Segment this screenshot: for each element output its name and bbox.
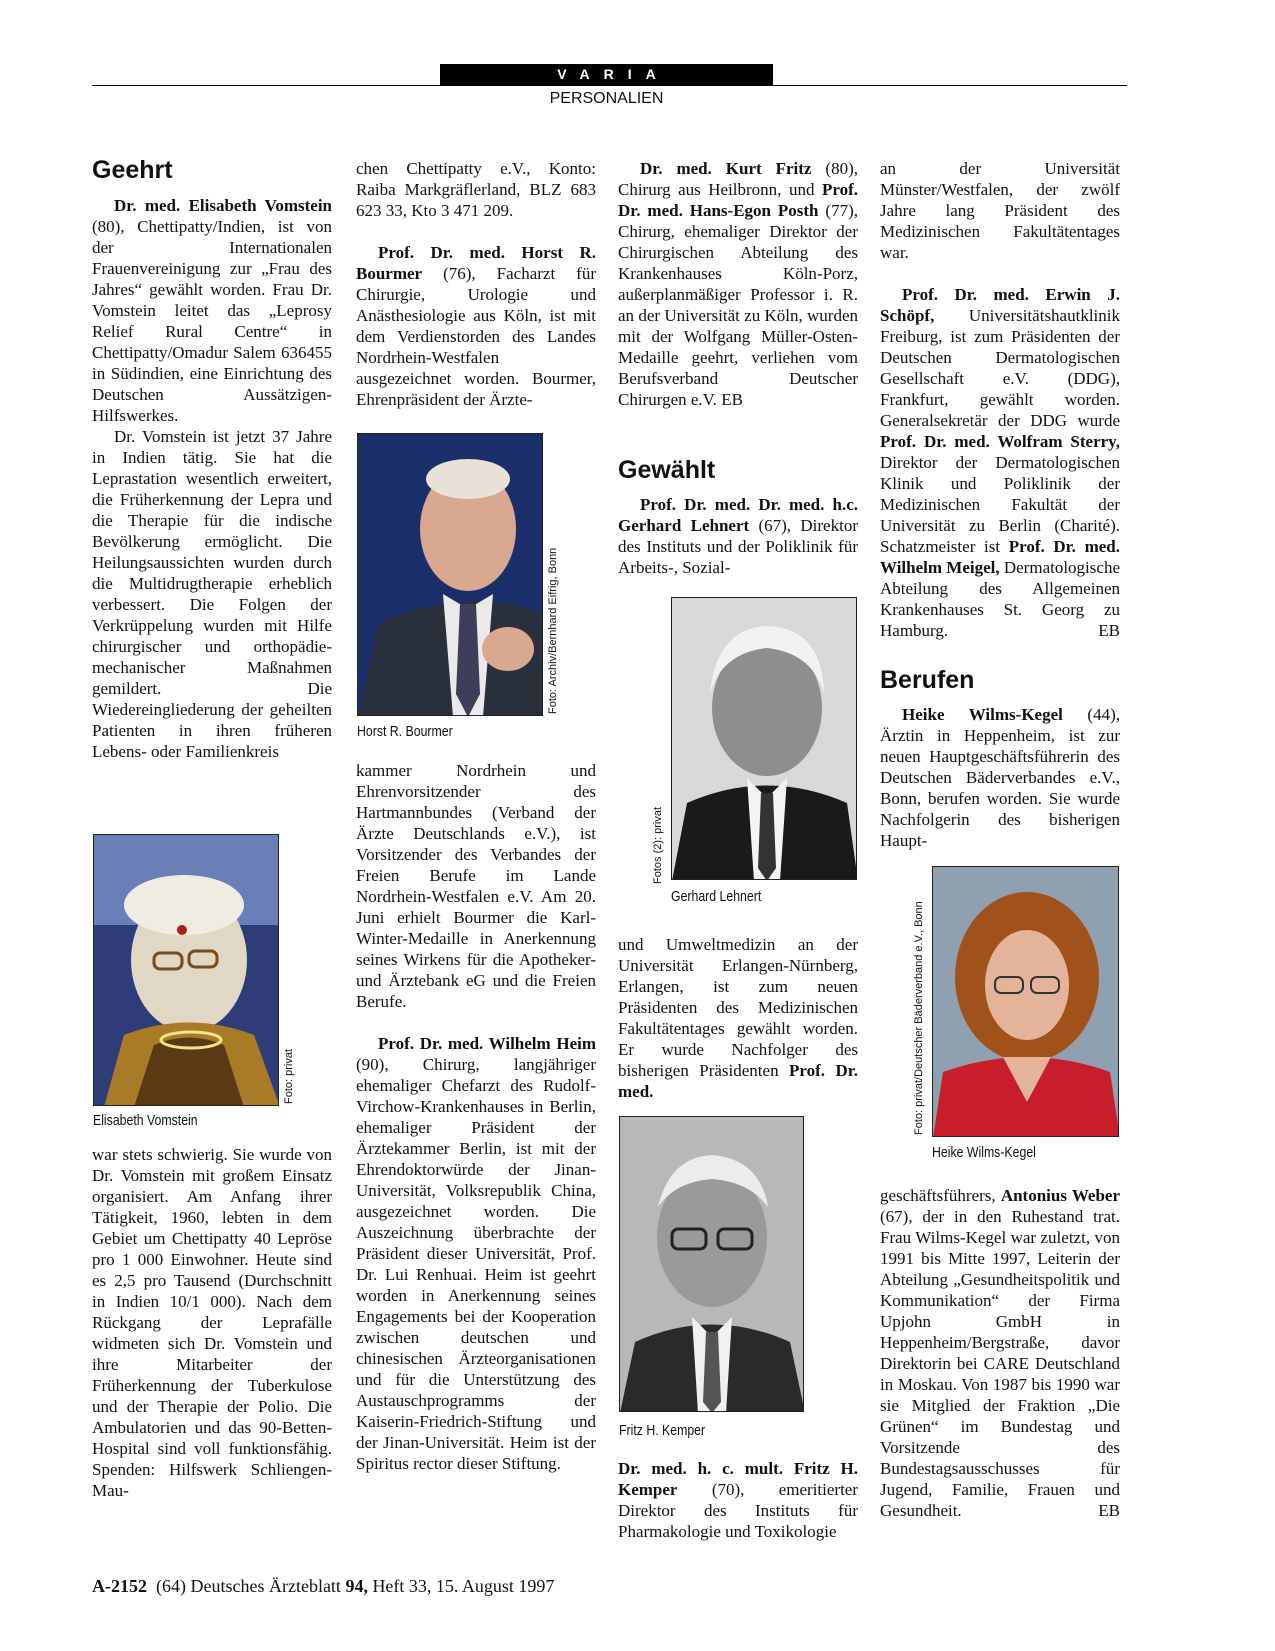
header-rule — [92, 85, 1127, 86]
article-wilms-kegel: Heike Wilms-Kegel (44), Ärztin in Heppenheim, ist zur neuen Hauptgeschäftsführerin des Deutschen Bäderverbandes e.V., Bonn, berufen worden. Sie wurde Nachfolgerin des bisherigen Haupt- — [880, 705, 1120, 850]
portrait-image — [672, 598, 857, 880]
subsection-label: PERSONALIEN — [549, 90, 664, 107]
person-name: Prof. Dr. med. Wilhelm Heim — [378, 1034, 596, 1053]
page-footer: A-2152 (64) Deutsches Ärzteblatt 94, Heft 33, 15. August 1997 — [92, 1576, 555, 1596]
article-wilms-kegel-cont: geschäftsführers, Antonius Weber (67), der in den Ruhestand trat. Frau Wilms-Kegel war zuletzt, von 1991 bis Mitte 1997, Leiterin der Abteilung „Gesundheitspolitik und Kommunikation“ der Firma Upjohn GmbH in Heppenheim/Bergstraße, davor Direktorin bei CARE Deutschland in Moskau. Von 1987 bis 1990 war sie Mitglied der Fraktion „Die Grünen“ im Bundestag und Vorsitzende des Bundestagsausschusses für Jugend, Familie, Frauen und Gesundheit. EB — [880, 1186, 1120, 1520]
person-name: Prof. Dr. med. Erwin J. Schöpf, — [880, 285, 1120, 325]
column-1-bottom — [92, 1144, 332, 1501]
column-1-top — [92, 195, 332, 762]
article-kemper: Dr. med. h. c. mult. Fritz H. Kemper (70), emeritierter Direktor des Instituts für Pharmakologie und Toxikologie — [618, 1459, 858, 1541]
person-name: Dr. med. Kurt Fritz — [640, 159, 812, 178]
section-label: VARIA — [440, 64, 773, 85]
photo-bourmer — [357, 433, 543, 716]
photo-kemper — [619, 1116, 804, 1412]
article-fritz-posth: Dr. med. Kurt Fritz (80), Chirurg aus Heilbronn, und Prof. Dr. med. Hans-Egon Posth (77), Chirurg, ehemaliger Direktor der Chirurgischen Abteilung des Krankenhauses Köln-Porz, außerplanmäßiger Professor i. R. an der Universität zu Köln, wurden mit der Wolfgang Müller-Osten-Medaille geehrt, verliehen vom Berufsverband Deutscher Chirurgen e.V. EB — [618, 159, 858, 409]
person-name: Prof. Dr. med. Wilhelm Meigel, — [880, 537, 1120, 577]
person-name: Antonius Weber — [1000, 1186, 1120, 1205]
photo-caption: Fritz H. Kemper — [619, 1422, 706, 1439]
person-name: Dr. med. Elisabeth Vomstein — [114, 196, 332, 215]
column-4-mid — [880, 704, 1120, 851]
article-lehnert-cont: und Umweltmedizin an der Universität Erlangen-Nürnberg, Erlangen, ist zum neuen Präsidenten des Medizinischen Fakultätentages gewählt worden. Er wurde Nachfolger des bisherigen Präsidenten Prof. Dr. med. — [618, 935, 858, 1101]
article-vomstein-end: war stets schwierig. Sie wurde von Dr. Vomstein mit großem Einsatz organisiert. Am Anfang ihrer Tätigkeit, 1960, lebten in dem Gebiet um Chettipatty 40 Lepröse pro 1 000 Einwohner. Heute sind es 2,5 pro Tausend (Durchschnitt in Indien 10/1 000). Nach dem Rückgang der Leprafälle widmeten sich Dr. Vomstein und ihre Mitarbeiter der Früherkennung der Tuberkulose und der Therapie der Polio. Die Ambulatorien und das 90-Betten-Hospital sind voll funktionsfähig. Spenden: Hilfswerk Schliengen-Mau- — [92, 1145, 332, 1500]
heading-gewaehlt: Gewählt — [618, 456, 716, 484]
article-vomstein: Dr. med. Elisabeth Vomstein (80), Chettipatty/Indien, ist von der Internationalen Frauenvereinigung zur „Frau des Jahres“ gewählt worden. Frau Dr. Vomstein leitet das „Leprosy Relief Rural Centre“ in Chettipatty/Omadur Salem 636455 in Südindien, eine Einrichtung des Deutschen Aussätzigen-Hilfswerkes. — [92, 196, 332, 425]
column-4-bottom — [880, 1185, 1120, 1521]
article-bourmer: Prof. Dr. med. Horst R. Bourmer (76), Facharzt für Chirurgie, Urologie und Anästhesiologie aus Köln, ist mit dem Verdienstorden des Landes Nordrhein-Westfalen ausgezeichnet worden. Bourmer, Ehrenpräsident der Ärzte- — [356, 243, 596, 409]
person-name: Heike Wilms-Kegel — [902, 705, 1063, 724]
column-4-top — [880, 158, 1120, 641]
photo-caption: Elisabeth Vomstein — [93, 1112, 198, 1129]
portrait-image — [933, 867, 1119, 1137]
photo-credit: Fotos (2): privat — [652, 806, 664, 884]
column-2-bottom — [356, 760, 596, 1474]
article-lehnert: Prof. Dr. med. Dr. med. h.c. Gerhard Lehnert (67), Direktor des Instituts und der Poliklinik für Arbeits-, Sozial- — [618, 495, 858, 577]
person-name: Prof. Dr. med. Hans-Egon Posth — [618, 180, 858, 220]
portrait-image — [358, 434, 543, 716]
person-name: Prof. Dr. med. — [618, 1061, 858, 1101]
person-name: Prof. Dr. med. Dr. med. h.c. Gerhard Lehnert — [618, 495, 858, 535]
photo-caption: Heike Wilms-Kegel — [932, 1144, 1036, 1161]
article-vomstein-bank: chen Chettipatty e.V., Konto: Raiba Markgräflerland, BLZ 683 623 33, Kto 3 471 209. — [356, 159, 596, 220]
photo-caption: Gerhard Lehnert — [671, 888, 762, 905]
author-initials: EB — [1098, 621, 1120, 640]
photo-caption: Horst R. Bourmer — [357, 723, 453, 740]
article-dermatologie: Prof. Dr. med. Erwin J. Schöpf, Universitätshautklinik Freiburg, ist zum Präsidenten der Deutschen Dermatologischen Gesellschaft e.V. (DDG), Frankfurt, gewählt worden. Generalsekretär der DDG wurde Prof. Dr. med. Wolfram Sterry, Direktor der Dermatologischen Klinik und Poliklinik der Medizinischen Fakultät der Universität zu Berlin (Charité). Schatzmeister ist Prof. Dr. med. Wilhelm Meigel, Dermatologische Abteilung des Allgemeinen Krankenhauses St. Georg zu Hamburg. EB — [880, 285, 1120, 640]
volume-number: 94, — [345, 1576, 368, 1596]
person-name: Prof. Dr. med. Wolfram Sterry, — [880, 432, 1120, 451]
article-heim: Prof. Dr. med. Wilhelm Heim (90), Chirurg, langjähriger ehemaliger Chefarzt des Rudolf-Virchow-Krankenhauses in Berlin, ehemaliger Präsident der Ärztekammer Berlin, ist mit der Ehrendoktorwürde der Jinan-Universität, Volksrepublik China, ausgezeichnet worden. Die Auszeichnung überbrachte der Präsident dieser Universität, Prof. Dr. Lui Renhuai. Heim ist geehrt worden in Anerkennung seines Engagements bei der Kooperation zwischen deutschen und chinesischen Ärzteorganisationen und für die Unterstützung des Austauschprogramms der Kaiserin-Friedrich-Stiftung und der Jinan-Universität. Heim ist der Spiritus rector dieser Stiftung. — [356, 1034, 596, 1473]
heading-berufen: Berufen — [880, 666, 975, 694]
photo-lehnert — [671, 597, 857, 880]
article-bourmer-cont: kammer Nordrhein und Ehrenvorsitzender des Hartmannbundes (Verband der Ärzte Deutschlands e.V.), ist Vorsitzender des Verbandes der Freien Berufe im Lande Nordrhein-Westfalen e.V. Am 20. Juni erhielt Bourmer die Karl-Winter-Medaille in Anerkennung seines Wirkens für die Apotheker- und Ärztebank eG und die Freien Berufe. — [356, 761, 596, 1011]
column-3-mid — [618, 494, 858, 578]
photo-credit: Foto: privat — [283, 1048, 295, 1104]
heading-geehrt: Geehrt — [92, 156, 173, 184]
author-initials: EB — [721, 390, 743, 409]
column-3-bottom — [618, 934, 858, 1102]
column-2-top — [356, 158, 596, 410]
photo-wilms-kegel — [932, 866, 1119, 1137]
portrait-image — [620, 1117, 804, 1412]
photo-credit: Foto: Archiv/Bernhard Eifrig, Bonn — [547, 547, 559, 714]
portrait-image — [94, 835, 279, 1106]
article-vomstein-cont: Dr. Vomstein ist jetzt 37 Jahre in Indien tätig. Sie hat die Leprastation wesentlich erweitert, die Früherkennung der Lepra und die Therapie für die indische Bevölkerung ermöglicht. Die Heilungsaussichten wurden durch die Multidrugtherapie erheblich verbessert. Die Folgen der Verkrüppelung wurden mit Hilfe chirurgischer und orthopädie-mechanischer Maßnahmen gemildert. Die Wiedereingliederung der geheilten Patienten in ihren früheren Lebens- oder Familienkreis — [92, 427, 332, 761]
photo-credit: Foto: privat/Deutscher Bäderverband e.V., Bonn — [913, 901, 925, 1135]
page-number: A-2152 — [92, 1576, 147, 1596]
person-name: Prof. Dr. med. Horst R. Bourmer — [356, 243, 596, 283]
column-3-end — [618, 1458, 858, 1542]
author-initials: EB — [1098, 1501, 1120, 1520]
photo-vomstein — [93, 834, 279, 1106]
article-kemper-cont: an der Universität Münster/Westfalen, der zwölf Jahre lang Präsident des Medizinischen Fakultätentages war. — [880, 159, 1120, 262]
person-name: Dr. med. h. c. mult. Fritz H. Kemper — [618, 1459, 858, 1499]
column-3-top — [618, 158, 858, 410]
